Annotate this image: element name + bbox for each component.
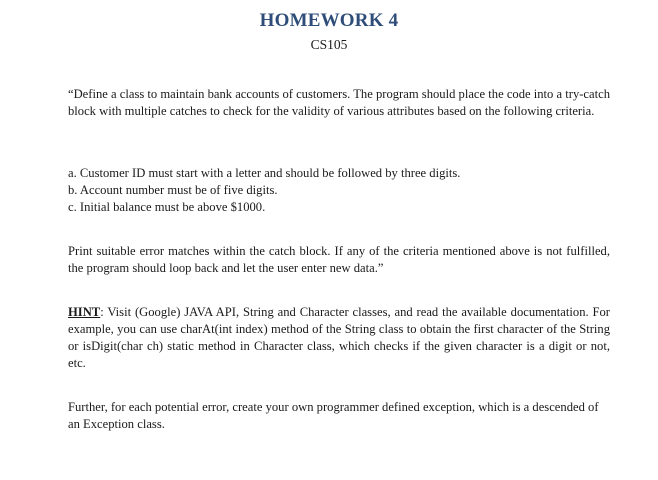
hint-paragraph	[68, 304, 610, 372]
assignment-prompt: “Define a class to maintain bank accounts of customers. The program should place the code into a try-catch block with multiple catches to check for the validity of various attributes based on the following criteria.	[68, 87, 610, 118]
criteria-list	[68, 165, 610, 216]
course-code: CS105	[310, 37, 348, 52]
further-note: Further, for each potential error, create your own programmer defined exception, which is a descended of an Exception class.	[68, 400, 599, 431]
criterion-item: c. Initial balance must be above $1000.	[68, 200, 266, 214]
hint-text: : Visit (Google) JAVA API, String and Character classes, and read the available documentation. For example, you can use charAt(int index) method of the String class to obtain the first character of the String or isDigit(char ch) static method in Character class, which checks if the given character is a digit or not, etc.	[68, 305, 610, 370]
criterion-item: b. Account number must be of five digits.	[68, 183, 278, 197]
error-instruction: Print suitable error matches within the catch block. If any of the criteria mentioned above is not fulfilled, the program should loop back and let the user enter new data.”	[68, 244, 610, 275]
criterion-item: a. Customer ID must start with a letter and should be followed by three digits.	[68, 166, 461, 180]
document-title: HOMEWORK 4	[259, 10, 399, 31]
hint-label: HINT	[68, 305, 101, 319]
